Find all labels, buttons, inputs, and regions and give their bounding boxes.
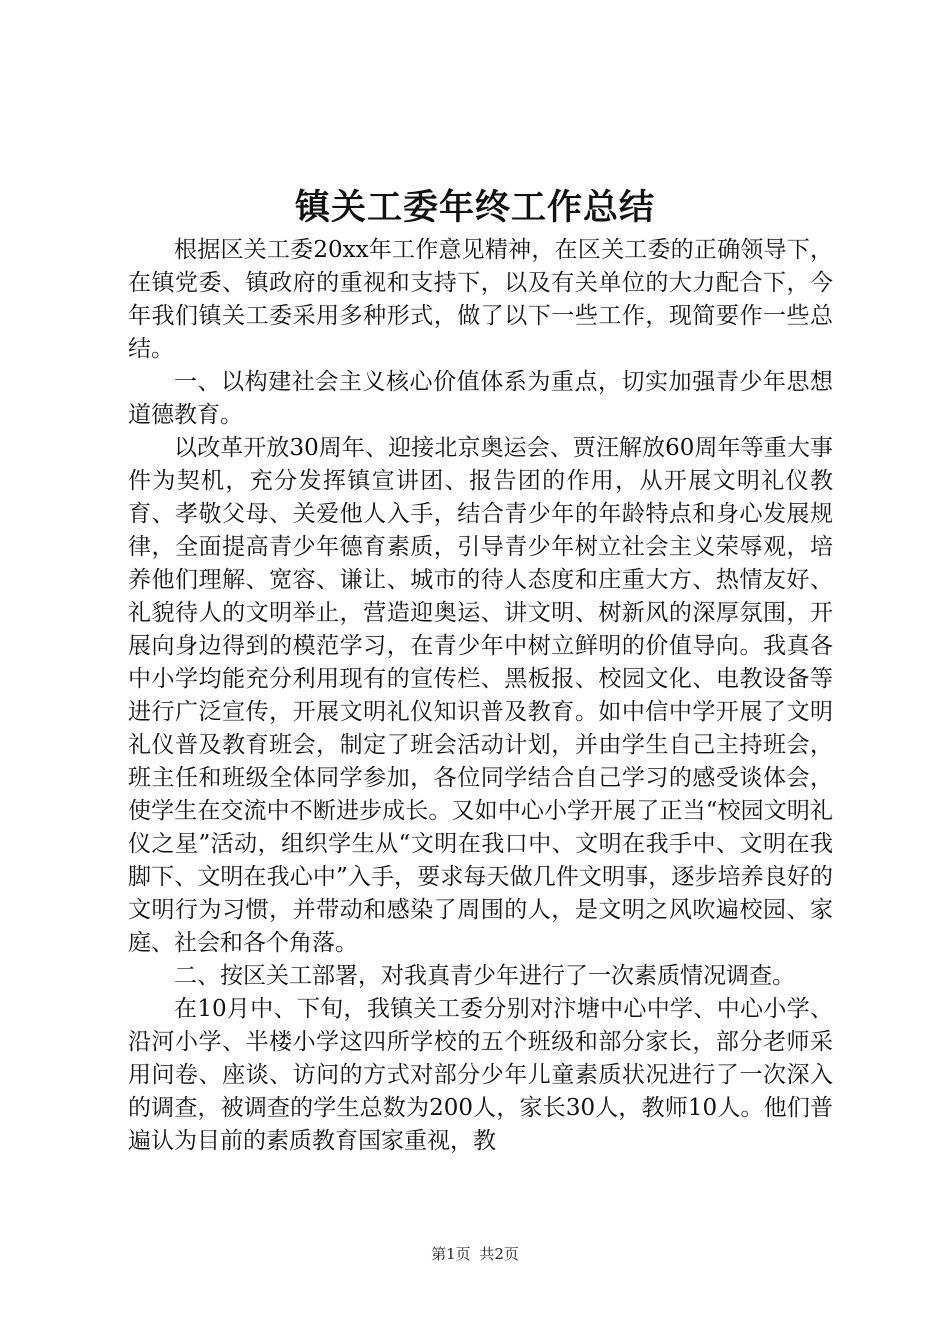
- section-heading-1: 一、以构建社会主义核心价值体系为重点，切实加强青少年思想道德教育。: [128, 369, 833, 428]
- paragraph-section-2: 在10月中、下旬，我镇关工委分别对汴塘中心中学、中心小学、沿河小学、半楼小学这四所学校的五个班级和部分家长，部分老师采用问卷、座谈、访问的方式对部分少年儿童素质状况进行了一次深入的调查，被调查的学生总数为200人，家长30人，教师10人。他们普遍认为目前的素质教育国家重视，教: [128, 996, 833, 1154]
- document-body: [128, 234, 833, 1158]
- page-total: 共2页: [479, 1245, 519, 1263]
- page-number: 第1页: [431, 1245, 471, 1263]
- section-heading-2: 二、按区关工部署，对我真青少年进行了一次素质情况调查。: [174, 963, 795, 989]
- paragraph-intro: 根据区关工委20xx年工作意见精神，在区关工委的正确领导下，在镇党委、镇政府的重视和支持下，以及有关单位的大力配合下，今年我们镇关工委采用多种形式，做了以下一些工作，现简要作一些总结。: [128, 237, 833, 362]
- page-footer: [0, 1243, 950, 1265]
- paragraph-section-1: 以改革开放30周年、迎接北京奥运会、贾汪解放60周年等重大事件为契机，充分发挥镇宣讲团、报告团的作用，从开展文明礼仪教育、孝敬父母、关爱他人入手，结合青少年的年龄特点和身心发展规律，全面提高青少年德育素质，引导青少年树立社会主义荣辱观，培养他们理解、宽容、谦让、城市的待人态度和庄重大方、热情友好、礼貌待人的文明举止，营造迎奥运、讲文明、树新风的深厚氛围，开展向身边得到的模范学习，在青少年中树立鲜明的价值导向。我真各中小学均能充分利用现有的宣传栏、黑板报、校园文化、电教设备等进行广泛宣传，开展文明礼仪知识普及教育。如中信中学开展了文明礼仪普及教育班会，制定了班会活动计划，并由学生自己主持班会，班主任和班级全体同学参加，各位同学结合自己学习的感受谈体会，使学生在交流中不断进步成长。又如中心小学开展了正当“校园文明礼仪之星”活动，组织学生从“文明在我口中、文明在我手中、文明在我脚下、文明在我心中”入手，要求每天做几件文明事，逐步培养良好的文明行为习惯，并带动和感染了周围的人，是文明之风吹遍校园、家庭、社会和各个角落。: [128, 435, 833, 956]
- document-title: 镇关工委年终工作总结: [294, 188, 655, 228]
